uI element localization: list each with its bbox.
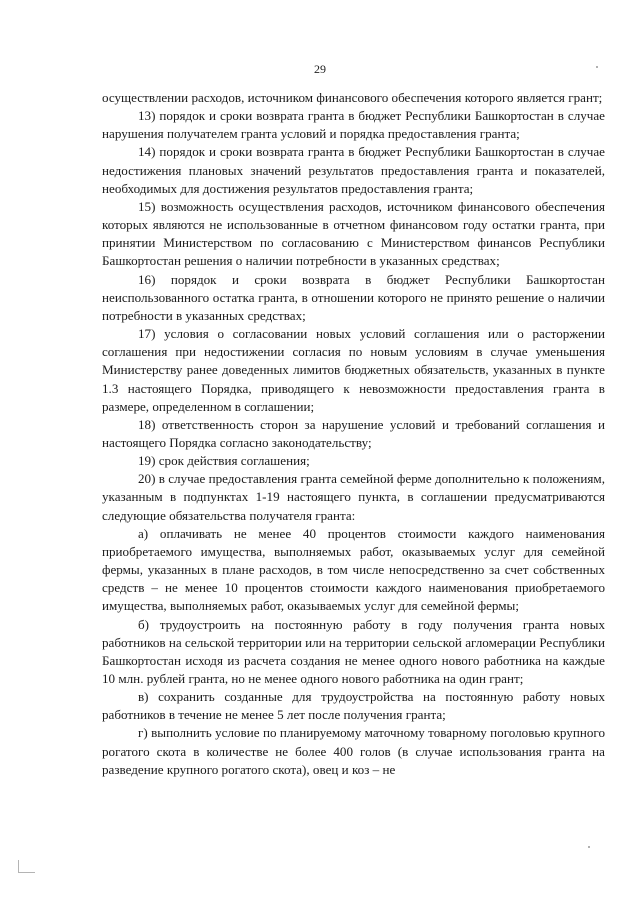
paragraph-subitem-v: в) сохранить созданные для трудоустройства на постоянную работу новых работников в течение не менее 5 лет после получения гранта;: [102, 689, 605, 723]
paragraph-item-14: 14) порядок и сроки возврата гранта в бюджет Республики Башкортостан в случае недостижения плановых значений результатов предоставления гранта и показателей, необходимых для достижения результатов предоставления гранта;: [102, 144, 605, 196]
paragraph-item-18: 18) ответственность сторон за нарушение условий и требований соглашения и настоящего Порядка согласно законодательству;: [102, 416, 605, 450]
paragraph-item-17: 17) условия о согласовании новых условий соглашения или о расторжении соглашения при недостижении согласия по новым условиям в случае уменьшения Министерству ранее доведенных лимитов бюджетных обязательств, указанных в пункте 1.3 настоящего Порядка, приводящего к невозможности предоставления гранта в размере, определенном в соглашении;: [102, 326, 605, 414]
scan-corner-mark: [18, 860, 35, 873]
document-body: [102, 89, 605, 779]
paragraph-item-20: 20) в случае предоставления гранта семейной ферме дополнительно к положениям, указанным в подпунктах 1-19 настоящего пункта, в соглашении предусматриваются следующие обязательства получателя гранта:: [102, 471, 605, 523]
scan-speck: [596, 66, 598, 68]
paragraph-subitem-a: а) оплачивать не менее 40 процентов стоимости каждого наименования приобретаемого имущества, выполняемых работ, оказываемых услуг для семейной фермы, указанных в плане расходов, в том числе непосредственно за счет собственных средств – не менее 10 процентов стоимости каждого наименования приобретаемого имущества, выполняемых работ, оказываемых услуг для семейной фермы;: [102, 525, 605, 614]
paragraph-item-13: 13) порядок и сроки возврата гранта в бюджет Республики Башкортостан в случае нарушения получателем гранта условий и порядка предоставления гранта;: [102, 108, 605, 142]
page-number: 29: [314, 62, 326, 76]
scan-speck: [588, 846, 590, 848]
paragraph-continuation: осуществлении расходов, источником финансового обеспечения которого является грант;: [102, 90, 603, 105]
paragraph-item-19: 19) срок действия соглашения;: [138, 453, 310, 469]
paragraph-subitem-g: г) выполнить условие по планируемому маточному товарному поголовью крупного рогатого скота в количестве не более 400 голов (в случае использования гранта на разведение крупного рогатого скота), овец и коз – не: [102, 725, 605, 777]
paragraph-item-15: 15) возможность осуществления расходов, источником финансового обеспечения которых являются не использованные в отчетном финансовом году остатки гранта, при принятии Министерством по согласованию с Министерством финансов Республики Башкортостан решения о наличии потребности в указанных средствах;: [102, 198, 605, 269]
paragraph-item-16: 16) порядок и сроки возврата в бюджет Республики Башкортостан неиспользованного остатка гранта, в отношении которого не принято решение о наличии потребности в указанных средствах;: [102, 271, 605, 323]
paragraph-subitem-b: б) трудоустроить на постоянную работу в году получения гранта новых работников на сельской территории или на территории сельской агломерации Республики Башкортостан исходя из расчета создания не менее одного нового работника на каждые 10 млн. рублей гранта, но не менее одного нового работника на один грант;: [102, 616, 606, 686]
